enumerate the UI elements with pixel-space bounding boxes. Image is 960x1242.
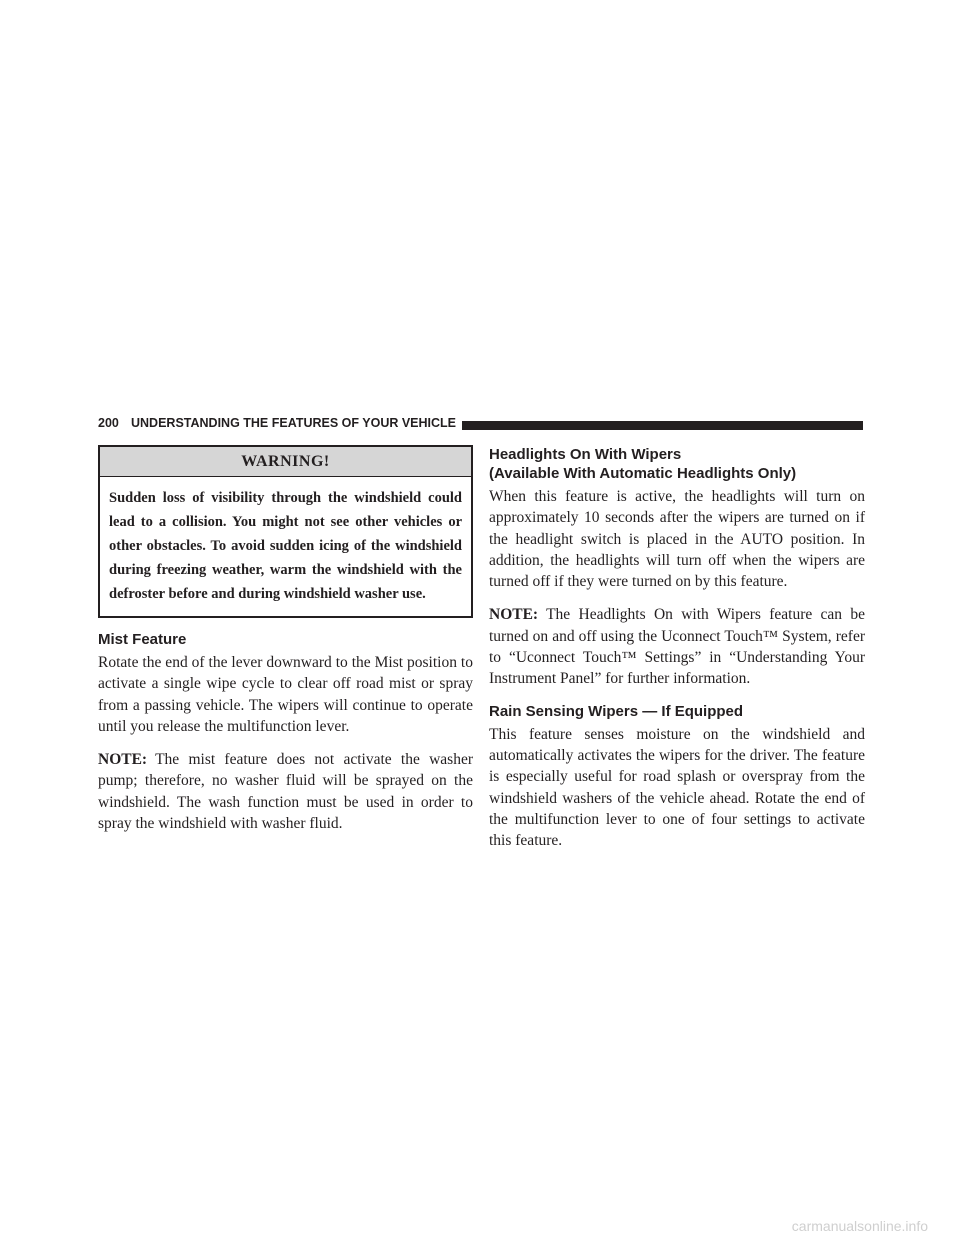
page-header: [98, 414, 863, 434]
note-label: NOTE:: [489, 606, 539, 624]
section-title: UNDERSTANDING THE FEATURES OF YOUR VEHICLE: [131, 416, 457, 430]
headlights-heading-line2: (Available With Automatic Headlights Only): [489, 465, 797, 482]
rain-sensing-paragraph: This feature senses moisture on the windshield and automatically activates the wipers for the driver. The feature is especially useful for road splash or overspray from the windshield washers of the vehicle ahead. Rotate the end of the multifunction lever to one of four settings to activate this feature.: [489, 725, 865, 850]
headlights-heading-line1: Headlights On With Wipers: [489, 446, 682, 463]
headlights-note: [489, 604, 865, 689]
left-column: [98, 445, 473, 846]
warning-box: [98, 445, 473, 618]
mist-feature-heading: Mist Feature: [98, 631, 187, 648]
warning-title: WARNING!: [100, 447, 471, 477]
headlights-paragraph: When this feature is active, the headlights will turn on approximately 10 seconds after the wipers are turned on if the headlight switch is placed in the AUTO position. In addition, the headlights will turn off when the wipers are turned off if they were turned on by this feature.: [489, 488, 865, 591]
mist-note: [98, 749, 473, 834]
note-label: NOTE:: [98, 751, 148, 769]
headlights-heading: [489, 445, 865, 483]
page-number: 200: [98, 416, 119, 430]
watermark: carmanualsonline.info: [791, 1218, 928, 1234]
warning-text: Sudden loss of visibility through the windshield could lead to a collision. You might not see other vehicles or other obstacles. To avoid sudden icing of the windshield during freezing weather, warm the windshield with the defroster before and during windshield washer use.: [109, 490, 462, 602]
note-text: The Headlights On with Wipers feature can be turned on and off using the Uconnect Touch™ System, refer to “Uconnect Touch™ Settings” in “Understanding Your Instrument Panel” for further information.: [489, 606, 865, 688]
right-column: [489, 445, 865, 863]
header-rule: [462, 421, 863, 430]
rain-sensing-heading: Rain Sensing Wipers — If Equipped: [489, 702, 744, 720]
note-text: The mist feature does not activate the washer pump; therefore, no washer fluid will be sprayed on the windshield. The wash function must be used in order to spray the windshield with washer fluid.: [98, 751, 473, 833]
mist-feature-paragraph: Rotate the end of the lever downward to the Mist position to activate a single wipe cycle to clear off road mist or spray from a passing vehicle. The wipers will continue to operate until you release the multifunction lever.: [98, 654, 473, 735]
